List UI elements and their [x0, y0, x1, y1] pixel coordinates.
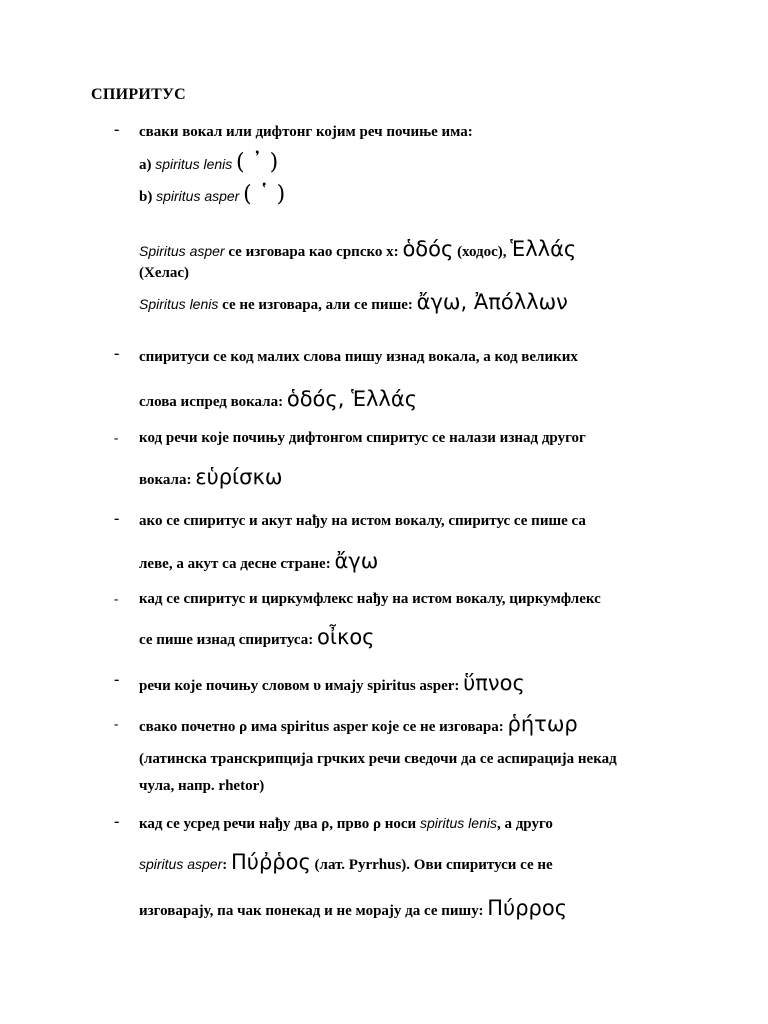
- asper-item: [139, 182, 285, 207]
- bullet-5-text: се пише изнад спиритуса:: [139, 632, 314, 648]
- bullet-8-text-d: изговарају, па чак понекад и не морају да се пишу:: [139, 903, 484, 919]
- lenis-mark: ( ᾿ ): [236, 150, 279, 175]
- bullet-8-text-b: , а друго: [496, 816, 553, 832]
- bullet-dash: -: [114, 345, 120, 362]
- greek-ago: ἄγω: [334, 549, 379, 573]
- bullet-5-line-1: кад се спиритус и циркумфлекс нађу на истом вокалу, циркумфлекс: [139, 591, 601, 607]
- bullet-8-text-a: кад се усред речи нађу два ρ, прво ρ носи: [139, 816, 417, 832]
- greek-pyrrhos-marked: Πύῤῥος: [231, 850, 311, 874]
- bullet-2-line-1: спиритуси се код малих слова пишу изнад вокала, а код великих: [139, 349, 578, 365]
- bullet-7-text-a: свако почетно: [139, 719, 236, 735]
- lenis-example-term: Spiritus lenis: [139, 296, 219, 312]
- bullet-7-line-3: чула, напр. rhetor): [139, 778, 265, 794]
- asper-mark: ( ῾ ): [243, 182, 286, 207]
- bullet-dash: -: [114, 430, 119, 445]
- bullet-dash: -: [114, 510, 120, 527]
- bullet-2-line-2: [139, 387, 417, 411]
- bullet-dash: -: [114, 121, 120, 138]
- bullet-4-text: леве, а акут са десне стране:: [139, 556, 331, 572]
- bullet-8-line-1: [139, 815, 553, 833]
- bullet-8-text-c: (лат. Pyrrhus). Ови спиритуси се не: [314, 857, 553, 873]
- bullet-dash: -: [114, 813, 120, 830]
- hellas-transliteration: (Хелас): [139, 265, 190, 281]
- bullet-8-colon: :: [222, 857, 228, 873]
- greek-hypnos: ὕπνος: [463, 671, 525, 695]
- asper-example-term: Spiritus asper: [139, 243, 225, 259]
- bullet-3-line-1: код речи које почињу дифтонгом спиритус се налази изнад другог: [139, 430, 586, 446]
- bullet-6-line: [139, 671, 525, 695]
- bullet-3-text: вокала:: [139, 472, 192, 488]
- bullet-dash: -: [114, 716, 119, 731]
- bullet-6-text: речи које почињу словом υ имају spiritus asper:: [139, 678, 460, 694]
- bullet-7-rho: ρ: [239, 719, 248, 735]
- greek-rhetor: ῥήτωρ: [507, 712, 578, 736]
- greek-ago-apollon: ἄγω, Ἀπόλλων: [416, 290, 568, 314]
- greek-hellas: Ἑλλάς: [510, 237, 577, 261]
- greek-oikos: οἶκος: [316, 625, 375, 649]
- bullet-8-lenis-term: spiritus lenis: [419, 815, 497, 831]
- lenis-example-line: [139, 290, 568, 314]
- bullet-4-line-1: ако се спиритус и акут нађу на истом вокалу, спиритус се пише са: [139, 513, 586, 529]
- lenis-example-text: се не изговара, али се пише:: [222, 297, 413, 313]
- bullet-8-line-2: [139, 850, 553, 874]
- asper-term: spiritus asper: [156, 188, 240, 204]
- item-a-prefix: a): [139, 157, 152, 173]
- lenis-term: spiritus lenis: [155, 156, 233, 172]
- lenis-item: [139, 150, 278, 175]
- bullet-8-asper-term: spiritus asper: [139, 856, 223, 872]
- bullet-8-line-3: [139, 896, 567, 920]
- asper-example-text: се изговара као српско х:: [228, 244, 399, 260]
- greek-pyrrhos-plain: Πύρρος: [487, 896, 568, 920]
- bullet-dash: -: [114, 591, 119, 606]
- greek-hodos-hellas: ὁδός, Ἑλλάς: [286, 387, 418, 411]
- bullet-1-text: сваки вокал или дифтонг којим реч почиње има:: [139, 124, 473, 140]
- bullet-2-text: слова испред вокала:: [139, 394, 284, 410]
- bullet-5-line-2: [139, 625, 375, 649]
- greek-heurisko: εὑρίσκω: [195, 465, 283, 489]
- bullet-4-line-2: [139, 549, 378, 573]
- bullet-7-text-b: има spiritus asper које се не изговара:: [250, 719, 504, 735]
- bullet-7-line-2: (латинска транскрипција грчких речи сведочи да се аспирација некад: [139, 751, 617, 767]
- page-title: СПИРИТУС: [91, 86, 187, 103]
- bullet-dash: -: [114, 671, 120, 688]
- hodos-transliteration: (ходос),: [457, 244, 507, 260]
- bullet-7-line-1: [139, 712, 578, 736]
- bullet-3-line-2: [139, 465, 282, 489]
- item-b-prefix: b): [139, 189, 153, 205]
- asper-example-line: [139, 237, 576, 261]
- greek-hodos: ὁδός: [402, 237, 454, 261]
